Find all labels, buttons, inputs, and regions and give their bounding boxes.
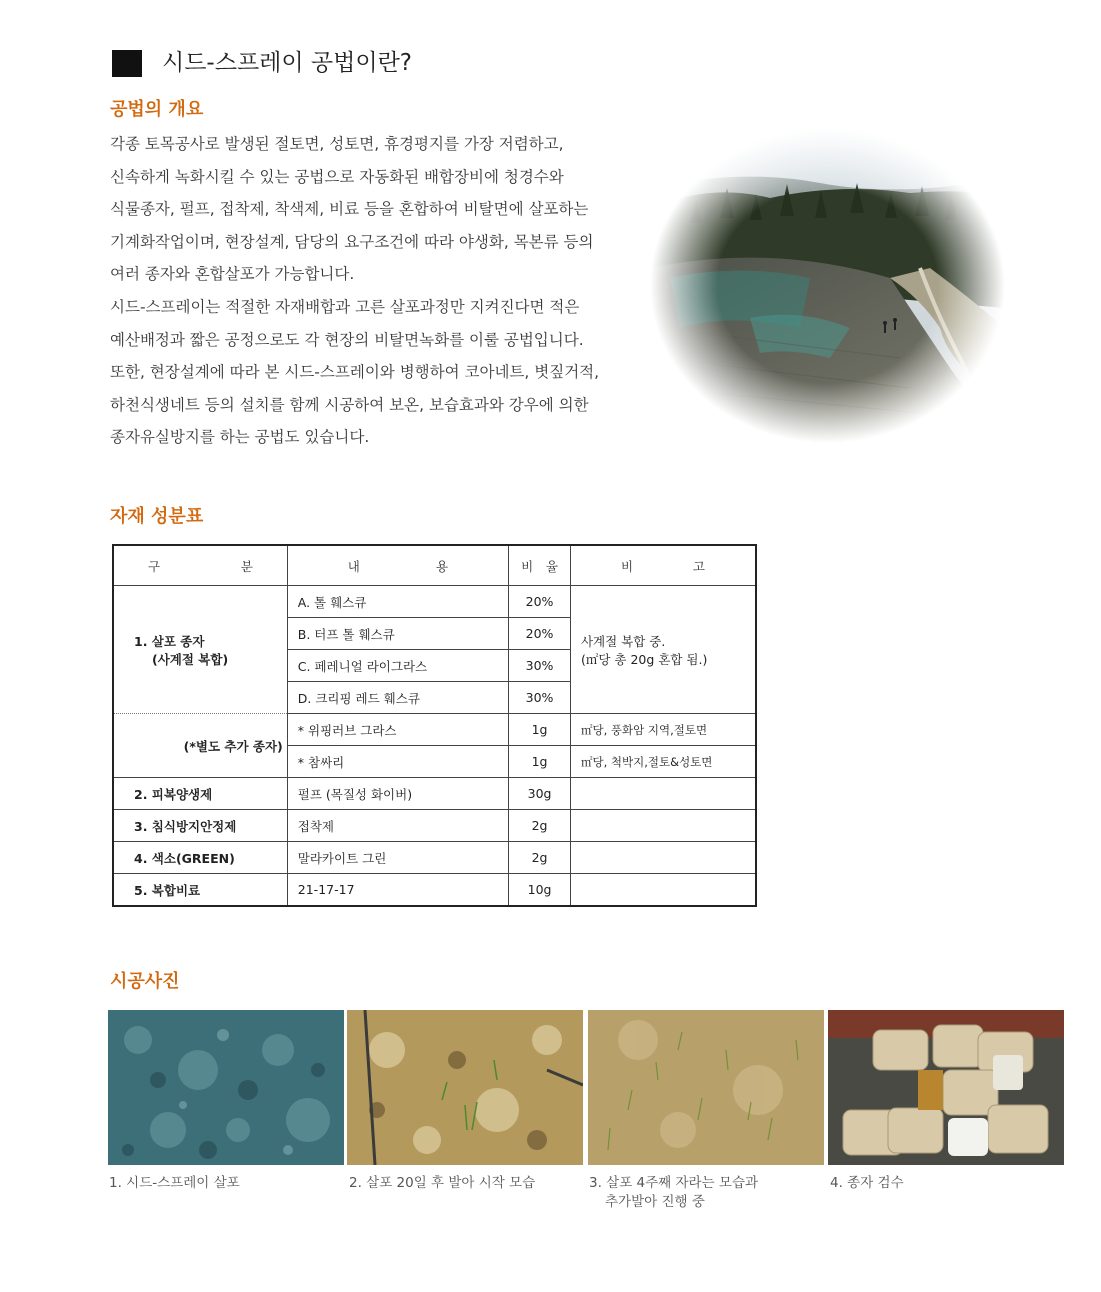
header-note: 비 고 xyxy=(570,545,756,586)
table-row xyxy=(113,586,756,618)
photo-seed-spray xyxy=(108,1010,344,1165)
photo-germination-20days xyxy=(347,1010,583,1165)
table-cell-note: ㎡당, 풍화암 지역,절토면 xyxy=(570,714,756,746)
header-ratio: 비 율 xyxy=(509,545,571,586)
table-cell-ratio: 30% xyxy=(509,650,571,682)
photo-caption: 1. 시드-스프레이 살포 xyxy=(109,1175,240,1191)
overview-line: 신속하게 녹화시킬 수 있는 공법으로 자동화된 배합장비에 청경수와 xyxy=(110,167,564,186)
table-cell-ratio: 1g xyxy=(509,714,571,746)
table-row xyxy=(113,714,756,746)
seed-group-label: 1. 살포 종자 (사계절 복합) xyxy=(113,586,287,714)
table-cell-ratio: 2g xyxy=(509,810,571,842)
table-row xyxy=(113,842,756,874)
materials-heading: 자재 성분표 xyxy=(110,506,204,527)
table-cell-category: 3. 침식방지안정제 xyxy=(113,810,287,842)
table-cell-content: * 참싸리 xyxy=(287,746,508,778)
table-cell-category: 5. 복합비료 xyxy=(113,874,287,907)
table-cell-note xyxy=(570,842,756,874)
table-cell-ratio: 30g xyxy=(509,778,571,810)
overview-line: 예산배정과 짧은 공정으로도 각 현장의 비탈면녹화를 이룰 공법입니다. xyxy=(110,330,584,349)
table-cell-content: 말라카이트 그린 xyxy=(287,842,508,874)
materials-table xyxy=(112,544,757,907)
table-cell-content: 21-17-17 xyxy=(287,874,508,907)
table-cell-content: A. 톨 훼스큐 xyxy=(287,586,508,618)
table-cell-category: 2. 피복양생제 xyxy=(113,778,287,810)
overview-paragraph xyxy=(110,128,650,454)
photo-growth-4weeks xyxy=(588,1010,824,1165)
seed-group-note: 사계절 복합 중. (㎡당 총 20g 혼합 됨.) xyxy=(570,586,756,714)
table-row xyxy=(113,874,756,907)
overview-line: 또한, 현장설계에 따라 본 시드-스프레이와 병행하여 코아네트, 볏짚거적, xyxy=(110,363,600,382)
overview-line: 각종 토목공사로 발생된 절토면, 성토면, 휴경평지를 가장 저렴하고, xyxy=(110,135,564,153)
table-cell-note xyxy=(570,810,756,842)
slope-site-photo xyxy=(650,128,1005,443)
page-title: 시드-스프레이 공법이란? xyxy=(162,50,412,76)
table-row xyxy=(113,810,756,842)
table-cell-category: 4. 색소(GREEN) xyxy=(113,842,287,874)
table-cell-content: 접착제 xyxy=(287,810,508,842)
table-cell-ratio: 10g xyxy=(509,874,571,907)
photos-heading: 시공사진 xyxy=(110,971,180,992)
extra-group-label: (*별도 추가 종자) xyxy=(113,714,287,778)
table-cell-content: 펄프 (목질성 화이버) xyxy=(287,778,508,810)
table-row xyxy=(113,778,756,810)
photo-seed-inspection xyxy=(828,1010,1064,1165)
overview-line: 시드-스프레이는 적절한 자재배합과 고른 살포과정만 지켜진다면 적은 xyxy=(110,297,580,316)
table-cell-note xyxy=(570,778,756,810)
table-cell-note xyxy=(570,874,756,907)
overview-line: 식물종자, 펄프, 접착제, 착색제, 비료 등을 혼합하여 비탈면에 살포하는 xyxy=(110,200,589,219)
table-cell-ratio: 20% xyxy=(509,618,571,650)
table-cell-ratio: 30% xyxy=(509,682,571,714)
overview-line: 여러 종자와 혼합살포가 가능합니다. xyxy=(110,265,355,284)
overview-heading: 공법의 개요 xyxy=(110,99,204,120)
photo-caption: 4. 종자 검수 xyxy=(830,1175,904,1191)
photo-caption: 3. 살포 4주째 자라는 모습과 추가발아 진행 중 xyxy=(589,1175,759,1210)
header-content: 내 용 xyxy=(287,545,508,586)
overview-line: 기계화작업이며, 현장설계, 담당의 요구조건에 따라 야생화, 목본류 등의 xyxy=(110,232,594,251)
header-category: 구 분 xyxy=(113,545,287,586)
table-cell-content: D. 크리핑 레드 훼스큐 xyxy=(287,682,508,714)
overview-line: 종자유실방지를 하는 공법도 있습니다. xyxy=(110,428,370,447)
photo-caption: 2. 살포 20일 후 발아 시작 모습 xyxy=(349,1175,536,1191)
table-cell-ratio: 20% xyxy=(509,586,571,618)
table-cell-content: C. 페레니얼 라이그라스 xyxy=(287,650,508,682)
table-cell-note: ㎡당, 척박지,절토&성토면 xyxy=(570,746,756,778)
title-bullet-square xyxy=(112,50,142,77)
table-cell-ratio: 1g xyxy=(509,746,571,778)
table-cell-ratio: 2g xyxy=(509,842,571,874)
table-cell-content: * 위핑러브 그라스 xyxy=(287,714,508,746)
table-header-row xyxy=(113,545,756,586)
overview-line: 하천식생네트 등의 설치를 함께 시공하여 보온, 보습효과와 강우에 의한 xyxy=(110,395,589,414)
table-cell-content: B. 터프 톨 훼스큐 xyxy=(287,618,508,650)
